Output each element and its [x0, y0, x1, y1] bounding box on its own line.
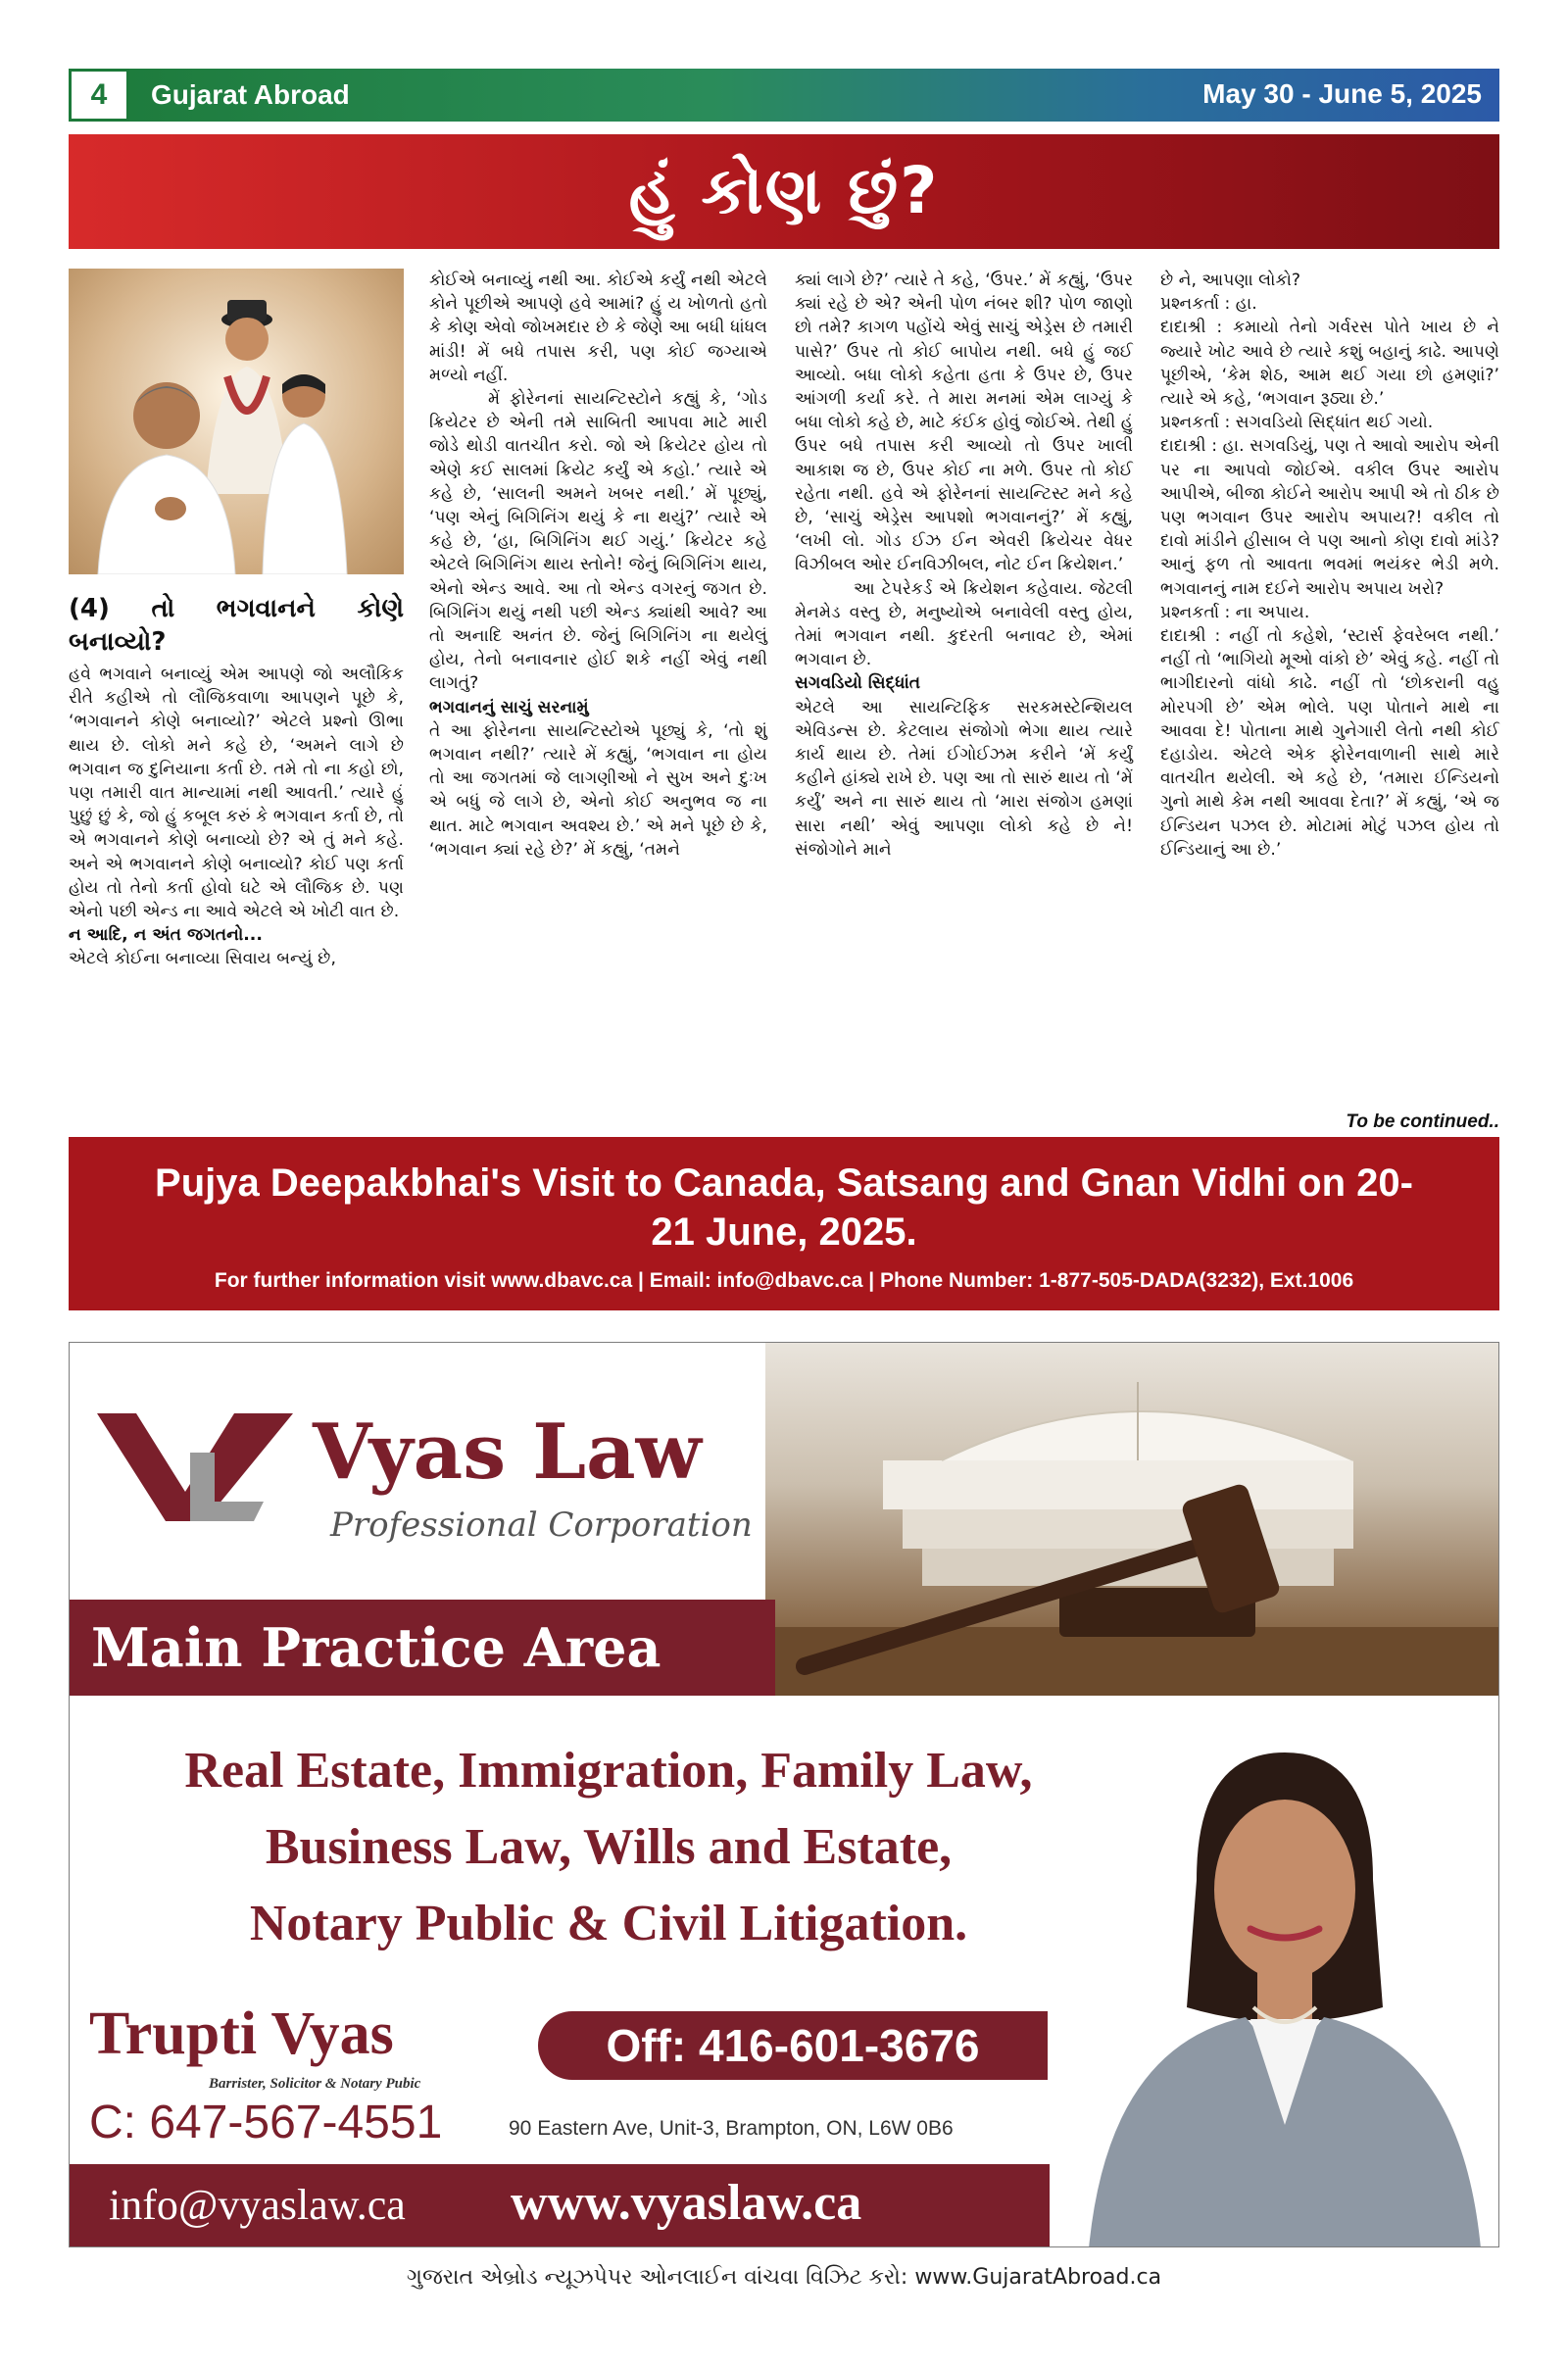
event-contact-info: For further information visit www.dbavc.ca | Email: info@dbavc.ca | Phone Number: 1-877-505-DADA(3232), Ext.1006 [214, 1269, 1354, 1292]
paragraph: દાદાશ્રી : નહીં તો કહેશે, ‘સ્ટાર્સ ફેવરેબલ નથી.’ નહીં તો ‘ભાગિયો મૂઓ વાંકો છે’ એવું કહે. નહીં તો ભાગીદારનો વાંધો કાઢે. નહીં તો ‘છોકરાની વહુ મોરપગી છે’ એમ ભોલે. પણ પોતાને માથે ના આવવા દે! પોતાના માથે ગુનેગારી લેતો નથી કોઈ દહાડોય. એટલે એક ફોરેનવાળાની સાથે મારે વાતચીત થયેલી. એ કહે છે, ‘તમારા ઈન્ડિયનો ગુનો માથે કેમ નથી આવવા દેતા?’ મેં કહ્યું, ‘એ જ ઈન્ડિયન પઝલ છે. મોટામાં મોટું પઝલ હોય તો ઈન્ડિયાનું આ છે.’ [1160, 626, 1499, 860]
vyas-law-advertisement [69, 1342, 1499, 2247]
office-address: 90 Eastern Ave, Unit-3, Brampton, ON, L6W 0B6 [509, 2117, 954, 2140]
office-phone-badge [538, 2011, 1048, 2080]
paragraph: એટલે કોઈના બનાવ્યા સિવાય બન્યું છે, [69, 949, 336, 969]
subheading: સગવડિયો સિદ્ધાંત [795, 673, 921, 694]
practice-heading-band [70, 1600, 775, 1696]
practice-line: Real Estate, Immigration, Family Law, [184, 1743, 1033, 1799]
portrait-illustration [1050, 1713, 1499, 2247]
subheading: ભગવાનનું સાચું સરનામું [429, 697, 589, 717]
vyas-law-logo [97, 1413, 293, 1521]
brand-name: Vyas Law [313, 1407, 702, 1497]
practice-heading: Main Practice Area [91, 1616, 662, 1679]
paragraph: દાદાશ્રી : હા. સગવડિયું, પણ તે આવો આરોપ એની પર ના આપવો જોઈએ. વકીલ ઉપર આરોપ આપીએ, બીજા કોઈને આરોપ આપી એ તો ઠીક છે પણ ભગવાન ઉપર આરોપ અપાય?! વકીલ તો દાવો માંડીને હીસાબ લે પણ આનો કોણ દાવો માંડે? આનું ફળ તો આવતા ભવમાં ભયંકર ભેડી મળે. ભગવાનનું નામ દઈને આરોપ અપાય ખરો? [1160, 436, 1500, 599]
footer-website-note: ગુજરાત એબ્રોડ ન્યૂઝપેપર ઓનલાઈન વાંચવા વિઝિટ કરો: www.GujaratAbroad.ca [406, 2265, 1162, 2290]
office-phone[interactable]: Off: 416-601-3676 [606, 2020, 980, 2071]
paragraph: તે આ ફોરેનના સાયન્ટિસ્ટોએ પૂછ્યું કે, ‘તો શું ભગવાન નથી?’ ત્યારે મેં કહ્યું, ‘ભગવાન ના હોય તો આ જગતમાં જે લાગણીઓ ને સુખ અને દુઃખ એ બધું જે લાગે છે, એનો કોઈ અનુભવ જ ના થાત. માટે ભગવાન અવશ્ય છે.’ એ મને પૂછે છે કે, ‘ભગવાન ક્યાં રહે છે?’ મેં કહ્યું, ‘તમને [429, 720, 767, 860]
paragraph: આ ટેપરેકર્ડ એ ક્રિયેશન કહેવાય. જેટલી મેનમેડ વસ્તુ છે, મનુષ્યોએ બનાવેલી વસ્તુ હોય, તેમાં ભગવાન નથી. કુદરતી બનાવટ છે, એમાં ભગવાન છે. [795, 578, 1133, 670]
lawyer-portrait [1050, 1713, 1499, 2247]
event-title: Pujya Deepakbhai's Visit to Canada, Satsang and Gnan Vidhi on 20-21 June, 2025. [155, 1161, 1413, 1254]
paragraph: એટલે આ સાયન્ટિફિક સરકમસ્ટેન્શિયલ એવિડન્સ છે. કેટલાય સંજોગો ભેગા થાય ત્યારે કાર્ય થાય છે. તેમાં ઈગોઈઝમ કરીને ‘મેં કર્યું કહીને હાંક્યે રાખે છે. પણ આ તો સારું થાય તો ‘મેં કર્યું’ અને ના સારું થાય તો ‘મારા સંજોગ હમણાં સારા નથી’ એવું આપણા લોકો કહે છે ને! સંજોગોને માને [795, 697, 1133, 860]
article-column-3 [795, 269, 1133, 862]
paragraph: પ્રશ્નકર્તા : હા. [1160, 294, 1257, 315]
email-link[interactable]: info@vyaslaw.ca [109, 2181, 406, 2229]
lawyer-title: Barrister, Solicitor & Notary Pubic [209, 2076, 421, 2092]
article-column-4 [1160, 269, 1499, 862]
issue-date: May 30 - June 5, 2025 [1202, 78, 1482, 109]
paragraph: છે ને, આપણા લોકો? [1160, 271, 1301, 290]
page-number: 4 [69, 69, 129, 122]
section-heading: (4) તો ભગવાનને કોણે બનાવ્યો? [69, 594, 404, 657]
paragraph: ક્યાં લાગે છે?’ ત્યારે તે કહે, ‘ઉપર.’ મેં કહ્યું, ‘ઉપર ક્યાં રહે છે એ? એની પોળ નંબર શી? પોળ જાણો છો તમે? કાગળ પહોંચે એવું સાચું એડ્રેસ છે તમારી પાસે?’ ઉપર તો કોઈ બાપોય નથી. બધે હું જઈ આવ્યો. બધા લોકો કહેતા હતા કે ઉપર છે, ઉપર આંગળી કર્યા કરે. તે મારા મનમાં એમ લાગ્યું કે બધા લોકો કહે છે, માટે કંઈક હોવું જોઈએ. તેથી હું ઉપર બધે તપાસ કરી આવ્યો તો ઉપર ખાલી આકાશ જ છે, ઉપર કોઈ ના મળે. ઉપર તો કોઈ રહેતા નથી. હવે એ ફોરેનનાં સાયન્ટિસ્ટ મને કહે છે, ‘સાચું એડ્રેસ આપશો ભગવાનનું?’ મેં કહ્યું, ‘લખી લો. ગોડ ઈઝ ઈન એવરી ક્રિયેચર વેધર વિઝીબલ ઓર ઈનવિઝીબલ, નોટ ઈન ક્રિયેશન.’ [795, 271, 1133, 575]
paragraph: દાદાશ્રી : કમાયો તેનો ગર્વરસ પોતે ખાય છે ને જ્યારે ખોટ આવે છે ત્યારે કશું બહાનું કાઢે. આપણે પૂછીએ, ‘કેમ શેઠ, આમ થઈ ગયા છો હમણાં?’ ત્યારે એ કહે, ‘ભગવાન રૂઠ્યા છે.’ [1160, 318, 1499, 410]
event-banner [69, 1137, 1499, 1310]
spiritual-leaders-photo [69, 269, 404, 574]
publication-name: Gujarat Abroad [151, 79, 350, 110]
article-title-banner [69, 134, 1499, 249]
paragraph: પ્રશ્નકર્તા : સગવડિયો સિદ્ધાંત થઈ ગયો. [1160, 413, 1434, 433]
article-title: હું કોણ છું? [628, 153, 940, 228]
to-be-continued: To be continued.. [1346, 1111, 1499, 1132]
paragraph: કોઈએ બનાવ્યું નથી આ. કોઈએ કર્યું નથી એટલે કોને પૂછીએ આપણે હવે આમાં? હું ય ખોળતો હતો કે કોણ એવો જોખમદાર છે કે જેણે આ બધી ધાંધલ માંડી! મેં બધે તપાસ કરી, પણ કોઈ જગ્યાએ મળ્યો નહીં. [429, 271, 767, 385]
leaders-illustration [69, 269, 404, 574]
page-header [69, 69, 1499, 122]
brand-subtitle: Professional Corporation [330, 1505, 753, 1545]
article-column-1 [69, 592, 404, 971]
practice-line: Business Law, Wills and Estate, [265, 1819, 953, 1875]
website-link[interactable]: www.vyaslaw.ca [511, 2175, 862, 2231]
gavel-illustration [765, 1343, 1499, 1696]
article-column-2 [429, 269, 767, 862]
subheading: ન આદિ, ન અંત જગતનો... [69, 925, 263, 946]
paragraph: હવે ભગવાને બનાવ્યું એમ આપણે જો અલૌકિક રીતે કહીએ તો લૌજિકવાળા આપણને પૂછે કે, ‘ભગવાનને કોણે બનાવ્યો?’ એટલે પ્રશ્નો ઊભા થાય છે. લોકો મને કહે છે, ‘અમને લાગે છે ભગવાન જ દુનિયાના કર્તા છે. તમે તો ના કહો છો, પણ તમારી વાત માન્યામાં નથી આવતી.’ ત્યારે હું પુછું છું કે, જો હું કબૂલ કરું કે ભગવાન કર્તા છે, તો એ ભગવાનને કોણે બનાવ્યો છે? એ તું મને કહે. અને એ ભગવાનને કોણે બનાવ્યો? કોઈ પણ કર્તા હોય તો તેનો કર્તા હોવો ઘટે એ લૌજિક છે. પણ એનો પછી એન્ડ ના આવે એટલે એ ખોટી વાત છે. [69, 665, 404, 922]
lawyer-name: Trupti Vyas [89, 2000, 394, 2067]
cell-phone[interactable]: C: 647-567-4551 [89, 2097, 443, 2148]
paragraph: મેં ફોરેનનાં સાયન્ટિસ્ટોને કહ્યું કે, ‘ગોડ ક્રિયેટર છે એની તમે સાબિતી આપવા માટે મારી જોડે થોડી વાતચીત કરો. જો એ ક્રિયેટર હોય તો એણે કઈ સાલમાં ક્રિયેટ કર્યું એ કહો.’ ત્યારે એ કહે છે, ‘સાલની અમને ખબર નથી.’ મેં પૂછ્યું, ‘પણ એનું બિગિનિંગ થયું કે ના થયું?’ ત્યારે એ કહે છે, ‘હા, બિગિનિંગ થઈ ગયું.’ ક્રિયેટર કહે એટલે બિગિનિંગ થાય સ્તોને! જેનું બિગિનિંગ થાય, એનો એન્ડ આવે. આ તો એન્ડ વગરનું જગત છે. બિગિનિંગ થયું નથી પછી એન્ડ ક્યાંથી આવે? આ તો અનાદિ અનંત છે. જેનું બિગિનિંગ ના થયેલું હોય, તેનો બનાવનાર હોઈ શકે નહીં એવું નથી લાગતું? [429, 389, 767, 694]
practice-line: Notary Public & Civil Litigation. [249, 1896, 968, 1951]
paragraph: પ્રશ્નકર્તા : ના અપાય. [1160, 602, 1310, 622]
practice-areas [89, 1733, 1128, 1962]
gavel-books-photo [765, 1343, 1499, 1696]
